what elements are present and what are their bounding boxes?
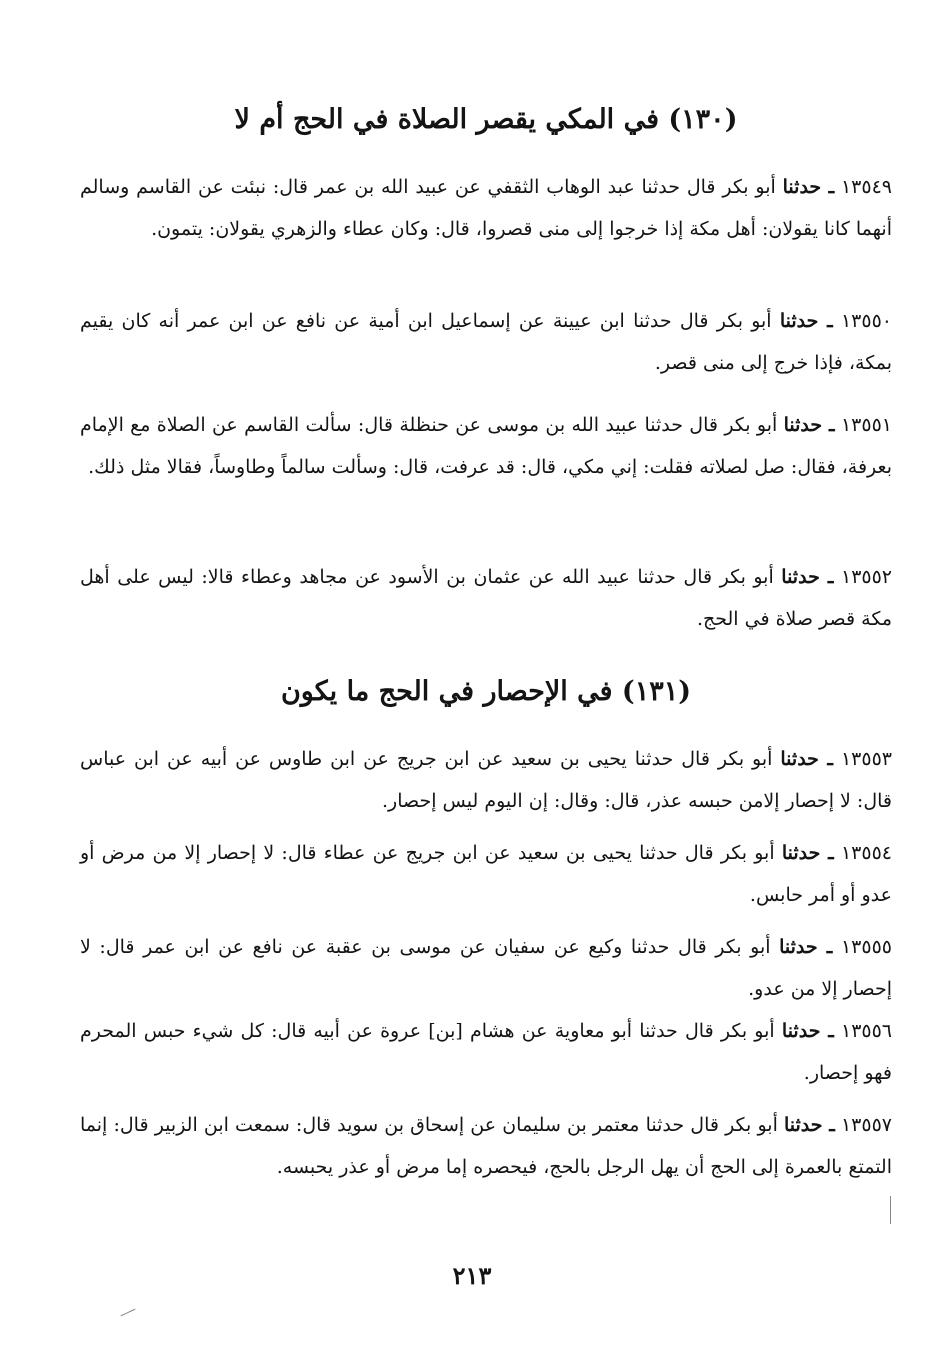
hadith-13551 [80,404,892,488]
hadith-text: أبو بكر قال حدثنا ابن عيينة عن إسماعيل ابن أمية عن نافع عن ابن عمر أنه كان يقيم بمكة، فإذا خرج إلى منى قصر. [80,310,892,374]
hadith-number: ١٣٥٥٤ [840,842,892,864]
hadith-text: أبو بكر قال حدثنا معتمر بن سليمان عن إسحاق بن سويد قال: سمعت ابن الزبير قال: إنما التمتع بالعمرة إلى الحج أن يهل الرجل بالحج، فيحصره إما مرض أو عذر يحبسه. [80,1114,892,1178]
hadith-13553 [80,738,892,822]
hadith-lead: ـ حدثنا [783,414,835,436]
hadith-lead: ـ حدثنا [784,1114,835,1136]
hadith-lead: ـ حدثنا [779,310,833,332]
hadith-lead: ـ حدثنا [781,566,834,588]
section-heading-130: (١٣٠) في المكي يقصر الصلاة في الحج أم لا [234,104,738,135]
hadith-lead: ـ حدثنا [779,936,833,958]
hadith-text: أبو بكر قال حدثنا عبد الوهاب الثقفي عن عبيد الله بن عمر قال: نبئت عن القاسم وسالم أنهما كانا يقولان: أهل مكة إذا خرجوا إلى منى قصروا، قال: وكان عطاء والزهري يقولان: يتمون. [80,176,892,240]
hadith-13550 [80,300,892,384]
hadith-number: ١٣٥٥٥ [840,936,892,958]
hadith-13549 [80,166,892,250]
hadith-text: أبو بكر قال حدثنا يحيى بن سعيد عن ابن جريج عن ابن طاوس عن أبيه عن ابن عباس قال: لا إحصار إلامن حبسه عذر، قال: وقال: إن اليوم ليس إحصار. [80,748,892,812]
hadith-text: أبو بكر قال حدثنا عبيد الله عن عثمان بن الأسود عن مجاهد وعطاء قالا: ليس على أهل مكة قصر صلاة في الحج. [80,566,892,630]
hadith-number: ١٣٥٥٠ [840,310,892,332]
hadith-text: أبو بكر قال حدثنا عبيد الله بن موسى عن حنظلة قال: سألت القاسم عن الصلاة مع الإمام بعرفة، فقال: صل لصلاته فقلت: إني مكي، قال: قد عرفت، قال: وسألت سالماً وطاوساً، فقالا مثل ذلك. [80,414,892,478]
scan-mark [890,1196,891,1224]
hadith-lead: ـ حدثنا [780,748,834,770]
hadith-13552 [80,556,892,640]
hadith-number: ١٣٥٥٢ [840,566,893,588]
hadith-number: ١٣٥٥٣ [840,748,892,770]
hadith-13556 [80,1010,892,1094]
hadith-number: ١٣٥٥١ [840,414,892,436]
hadith-number: ١٣٥٥٦ [840,1020,893,1042]
hadith-number: ١٣٥٥٧ [840,1114,892,1136]
hadith-13554 [80,832,892,916]
hadith-lead: ـ حدثنا [781,1020,834,1042]
hadith-text: أبو بكر قال حدثنا أبو معاوية عن هشام [بن] عروة عن أبيه قال: كل شيء حبس المحرم فهو إحصار. [80,1020,892,1084]
hadith-text: أبو بكر قال حدثنا وكيع عن سفيان عن موسى بن عقبة عن نافع عن ابن عمر قال: لا إحصار إلا من عدو. [80,936,892,1000]
hadith-13555 [80,926,892,1010]
hadith-13557 [80,1104,892,1188]
hadith-lead: ـ حدثنا [781,842,834,864]
hadith-number: ١٣٥٤٩ [840,176,892,198]
hadith-text: أبو بكر قال حدثنا يحيى بن سعيد عن ابن جريج عن عطاء قال: لا إحصار إلا من مرض أو عدو أو أمر حابس. [80,842,892,906]
page-number: ٢١٣ [452,1261,492,1290]
scan-mark [121,1309,136,1317]
hadith-lead: ـ حدثنا [782,176,835,198]
section-heading-131: (١٣١) في الإحصار في الحج ما يكون [280,676,692,707]
